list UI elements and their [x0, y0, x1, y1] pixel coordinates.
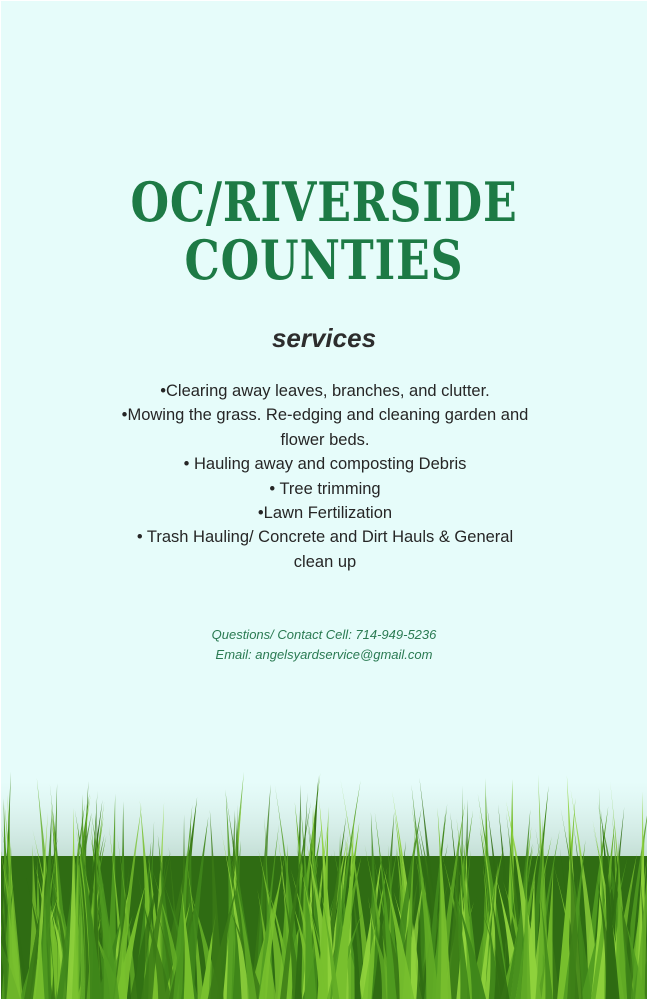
service-item: •Mowing the grass. Re-edging and cleaning garden and flower beds. [121, 406, 529, 449]
services-heading: services [271, 323, 377, 353]
title-line-2: COUNTIES [184, 228, 464, 292]
service-item: • Trash Hauling/ Concrete and Dirt Hauls & General clean up [136, 528, 514, 571]
flyer-title [59, 170, 589, 292]
contact-email: Email: angelsyardservice@gmail.com [215, 647, 433, 662]
flyer-page [1, 1, 647, 999]
contact-info [1, 625, 647, 665]
services-list [119, 379, 531, 574]
title-line-1: OC/RIVERSIDE [130, 170, 518, 234]
service-item: •Lawn Fertilization [257, 504, 393, 523]
service-item: •Clearing away leaves, branches, and clutter. [160, 382, 490, 400]
service-item: • Tree trimming [269, 479, 381, 498]
service-item: • Hauling away and composting Debris [183, 455, 467, 474]
grass-border-illustration [1, 761, 647, 999]
contact-phone: Questions/ Contact Cell: 714-949-5236 [211, 627, 437, 642]
